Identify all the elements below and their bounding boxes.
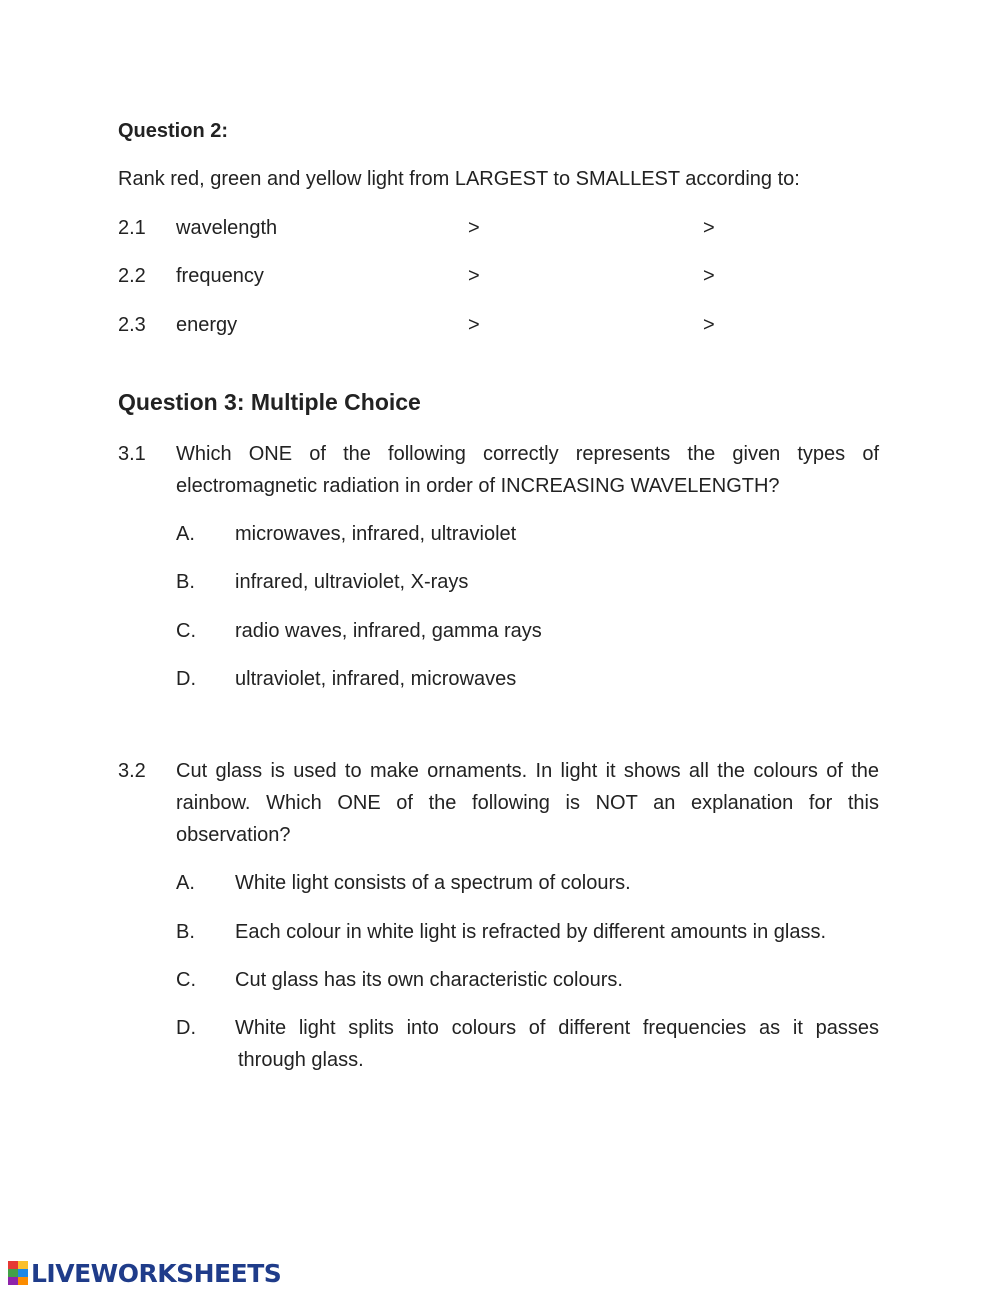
q2-title: Question 2:: [118, 120, 229, 142]
q31-question-line: electromagnetic radiation in order of INCREASING WAVELENGTH?: [176, 475, 780, 497]
logo-square: [8, 1277, 18, 1285]
option-text: ultraviolet, infrared, microwaves: [235, 668, 517, 690]
q2-item-label: frequency: [176, 265, 264, 287]
q2-prompt: Rank red, green and yellow light from LARGEST to SMALLEST according to:: [118, 168, 800, 190]
option-text-continued: through glass.: [238, 1049, 364, 1071]
greater-than-sign: >: [703, 265, 715, 287]
q31-question-line: Which ONE of the following correctly represents the given types of: [176, 443, 879, 465]
option-letter: C.: [176, 620, 196, 642]
option-letter: D.: [176, 1017, 196, 1039]
greater-than-sign: >: [468, 314, 480, 336]
greater-than-sign: >: [468, 265, 480, 287]
logo-square: [18, 1277, 28, 1285]
q2-item-number: 2.3: [118, 314, 146, 336]
logo-square: [8, 1269, 18, 1277]
greater-than-sign: >: [468, 217, 480, 239]
option-text: Cut glass has its own characteristic colours.: [235, 969, 623, 991]
option-text: radio waves, infrared, gamma rays: [235, 620, 542, 642]
option-letter: C.: [176, 969, 196, 991]
option-text: microwaves, infrared, ultraviolet: [235, 523, 517, 545]
option-letter: A.: [176, 523, 195, 545]
q32-question-line: rainbow. Which ONE of the following is NOT an explanation for this: [176, 792, 879, 814]
option-text: White light splits into colours of different frequencies as it passes: [235, 1017, 879, 1039]
q2-item-number: 2.2: [118, 265, 146, 287]
option-letter: B.: [176, 921, 195, 943]
logo-text: LIVEWORKSHEETS: [31, 1258, 282, 1288]
q32-number: 3.2: [118, 760, 146, 782]
liveworksheets-logo: [8, 1259, 281, 1287]
q31-number: 3.1: [118, 443, 146, 465]
q32-question-line: observation?: [176, 824, 291, 846]
q32-question-line: Cut glass is used to make ornaments. In light it shows all the colours of the: [176, 760, 879, 782]
q3-title: Question 3: Multiple Choice: [118, 389, 421, 415]
logo-square: [18, 1261, 28, 1269]
greater-than-sign: >: [703, 217, 715, 239]
option-text: White light consists of a spectrum of colours.: [235, 872, 631, 894]
logo-square: [18, 1269, 28, 1277]
option-text: infrared, ultraviolet, X-rays: [235, 571, 469, 593]
greater-than-sign: >: [703, 314, 715, 336]
q2-item-label: energy: [176, 314, 238, 336]
option-letter: D.: [176, 668, 196, 690]
liveworksheets-logo-icon: [8, 1261, 28, 1285]
logo-square: [8, 1261, 18, 1269]
q2-item-label: wavelength: [176, 217, 278, 239]
option-letter: B.: [176, 571, 195, 593]
q2-item-number: 2.1: [118, 217, 146, 239]
option-text: Each colour in white light is refracted by different amounts in glass.: [235, 921, 827, 943]
option-letter: A.: [176, 872, 195, 894]
